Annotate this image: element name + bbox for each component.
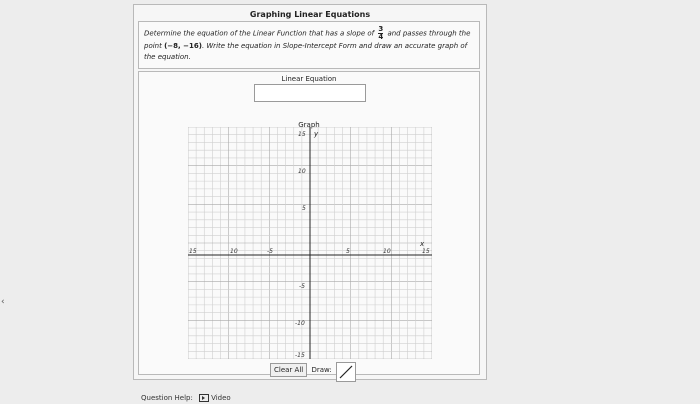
video-link[interactable]: [199, 394, 231, 402]
y-tick-label: -5: [299, 283, 305, 290]
slope-fraction: [378, 26, 383, 41]
clear-all-button[interactable]: Clear All: [270, 363, 307, 377]
point-value: (−8, −16): [164, 42, 202, 50]
y-tick-label: 10: [298, 168, 306, 175]
draw-label: Draw:: [311, 366, 332, 374]
question-help: [141, 394, 231, 402]
problem-statement: [138, 21, 480, 69]
problem-text-after: and passes through the point: [144, 29, 471, 50]
y-tick-label: -15: [295, 352, 305, 359]
x-tick-label: -5: [267, 248, 273, 255]
graph-controls: [270, 363, 332, 377]
graph-grid[interactable]: [188, 127, 432, 359]
y-axis-label: y: [314, 130, 319, 138]
graph-label: Graph: [298, 121, 320, 129]
x-tick-label: 10: [230, 248, 238, 255]
line-draw-icon[interactable]: [336, 362, 356, 382]
y-tick-label: 15: [298, 131, 306, 138]
video-label: Video: [211, 394, 231, 402]
x-tick-label: 10: [383, 248, 391, 255]
y-tick-label: 5: [302, 205, 306, 212]
x-tick-label: 15: [422, 248, 430, 255]
x-axis-label: x: [420, 240, 425, 248]
problem-text-end: . Write the equation in Slope-Intercept Form and draw an accurate graph of the equation.: [144, 42, 468, 61]
slope-numerator: 3: [378, 25, 384, 33]
x-tick-label: 5: [346, 248, 350, 255]
problem-text-before: Determine the equation of the Linear Function that has a slope of: [144, 29, 375, 38]
question-help-label: Question Help:: [141, 394, 193, 402]
x-tick-label: 15: [189, 248, 197, 255]
slope-denominator: 4: [378, 33, 384, 41]
video-icon: [199, 394, 209, 402]
y-tick-label: -10: [295, 320, 305, 327]
linear-equation-label: Linear Equation: [281, 75, 337, 83]
linear-equation-input[interactable]: [254, 84, 366, 102]
left-arrow-icon: ‹: [1, 297, 5, 307]
page-title: Graphing Linear Equations: [249, 10, 371, 19]
